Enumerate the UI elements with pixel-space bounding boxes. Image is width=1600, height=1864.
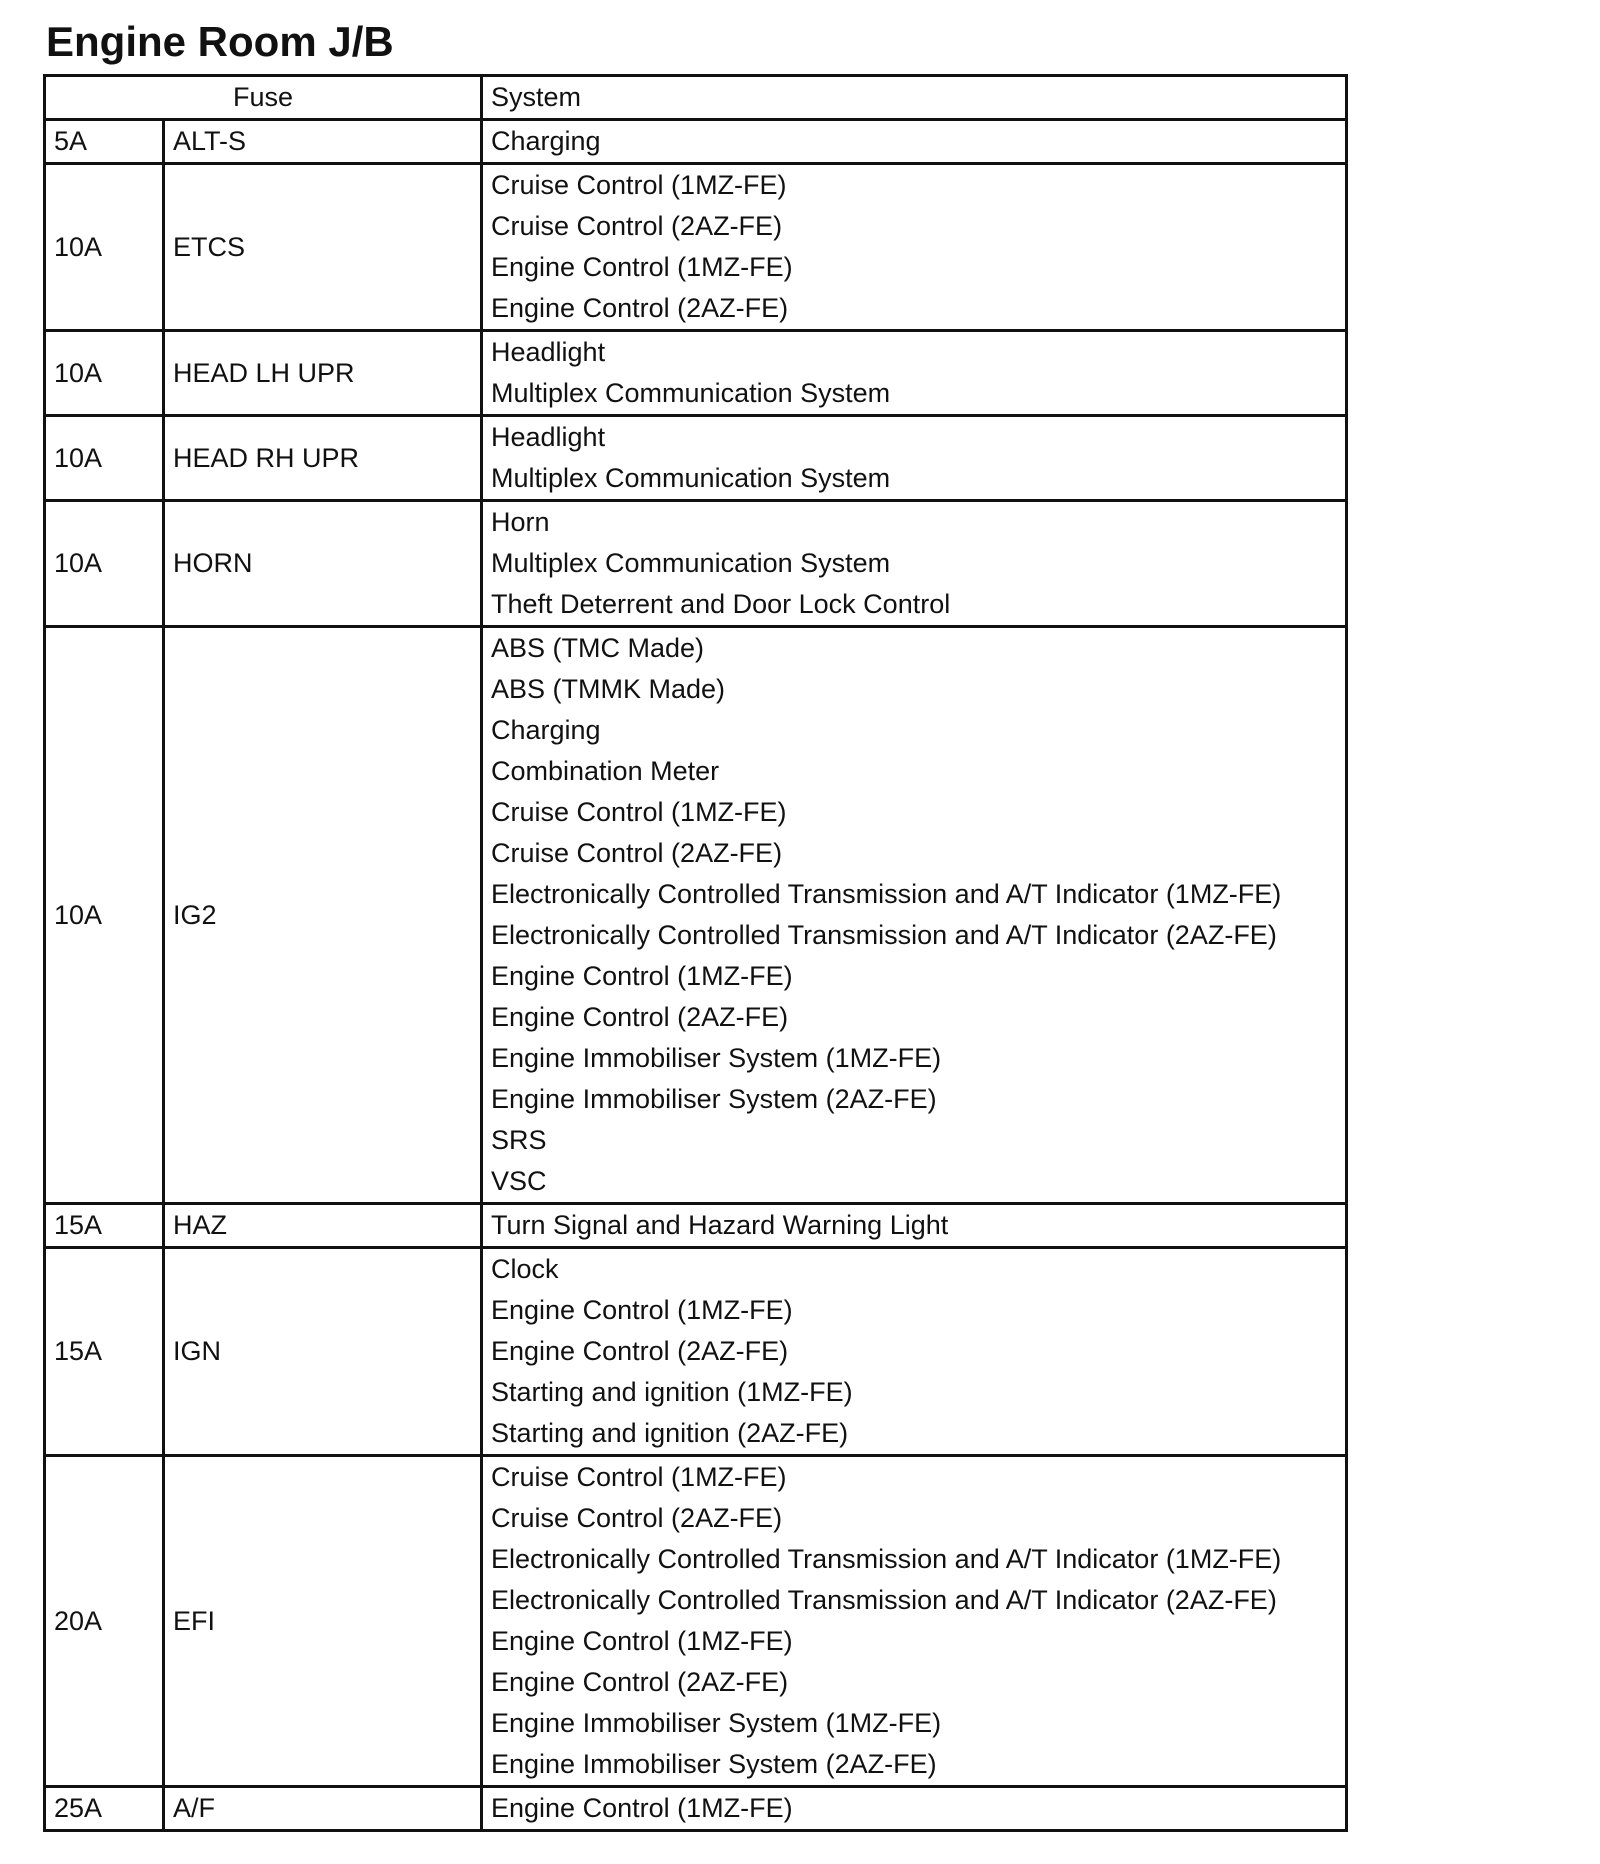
page-title: Engine Room J/B xyxy=(46,18,394,65)
system-item: Engine Control (2AZ-FE) xyxy=(491,293,789,323)
fuse-name-cell: A/F xyxy=(164,1787,482,1831)
fuse-amperage-cell: 25A xyxy=(45,1787,164,1831)
system-item: Cruise Control (1MZ-FE) xyxy=(491,1462,787,1492)
table-row xyxy=(45,627,1347,1204)
system-list-cell xyxy=(482,501,1347,627)
system-list-cell xyxy=(482,416,1347,501)
table-row xyxy=(45,331,1347,416)
system-item: Starting and ignition (2AZ-FE) xyxy=(491,1418,849,1448)
system-list-cell xyxy=(482,120,1347,164)
system-item: Engine Control (1MZ-FE) xyxy=(491,1626,793,1656)
system-item: Electronically Controlled Transmission and A/T Indicator (2AZ-FE) xyxy=(491,920,1277,950)
system-item: Charging xyxy=(491,715,601,745)
system-item: Multiplex Communication System xyxy=(491,463,891,493)
fuse-name-cell: ALT-S xyxy=(164,120,482,164)
system-item: Theft Deterrent and Door Lock Control xyxy=(491,589,951,619)
fuse-table xyxy=(43,74,1348,1832)
system-item: Horn xyxy=(491,507,550,537)
system-item: Engine Control (1MZ-FE) xyxy=(491,1295,793,1325)
system-item: Headlight xyxy=(491,337,606,367)
table-row xyxy=(45,1787,1347,1831)
fuse-name-cell: HORN xyxy=(164,501,482,627)
system-item: ABS (TMMK Made) xyxy=(491,674,726,704)
table-row xyxy=(45,501,1347,627)
table-row xyxy=(45,416,1347,501)
system-list-cell xyxy=(482,627,1347,1204)
fuse-name-cell: IGN xyxy=(164,1248,482,1456)
system-item: Engine Immobiliser System (2AZ-FE) xyxy=(491,1749,937,1779)
fuse-amperage-cell: 10A xyxy=(45,416,164,501)
fuse-amperage-cell: 10A xyxy=(45,627,164,1204)
fuse-amperage-cell: 10A xyxy=(45,164,164,331)
system-column-header: System xyxy=(482,76,1347,120)
system-item: ABS (TMC Made) xyxy=(491,633,705,663)
table-row xyxy=(45,1248,1347,1456)
system-item: Cruise Control (2AZ-FE) xyxy=(491,1503,783,1533)
system-item: Engine Control (2AZ-FE) xyxy=(491,1002,789,1032)
table-header xyxy=(45,76,1347,120)
fuse-column-header: Fuse xyxy=(45,76,482,120)
system-item: Engine Immobiliser System (1MZ-FE) xyxy=(491,1043,942,1073)
system-item: Electronically Controlled Transmission and A/T Indicator (1MZ-FE) xyxy=(491,879,1282,909)
fuse-amperage-cell: 15A xyxy=(45,1248,164,1456)
table-row xyxy=(45,1204,1347,1248)
system-item: Cruise Control (1MZ-FE) xyxy=(491,170,787,200)
system-list-cell xyxy=(482,331,1347,416)
fuse-amperage-cell: 15A xyxy=(45,1204,164,1248)
system-item: Engine Control (2AZ-FE) xyxy=(491,1336,789,1366)
fuse-name-cell: HEAD RH UPR xyxy=(164,416,482,501)
system-item: Cruise Control (1MZ-FE) xyxy=(491,797,787,827)
system-item: Engine Control (1MZ-FE) xyxy=(491,252,793,282)
system-item: VSC xyxy=(491,1166,547,1196)
system-item: Engine Immobiliser System (1MZ-FE) xyxy=(491,1708,942,1738)
system-item: Combination Meter xyxy=(491,756,720,786)
table-row xyxy=(45,164,1347,331)
system-list-cell xyxy=(482,164,1347,331)
system-item: Engine Control (2AZ-FE) xyxy=(491,1667,789,1697)
system-list-cell xyxy=(482,1456,1347,1787)
system-item: Engine Immobiliser System (2AZ-FE) xyxy=(491,1084,937,1114)
system-item: SRS xyxy=(491,1125,547,1155)
fuse-amperage-cell: 10A xyxy=(45,501,164,627)
system-item: Electronically Controlled Transmission and A/T Indicator (2AZ-FE) xyxy=(491,1585,1277,1615)
fuse-name-cell: HEAD LH UPR xyxy=(164,331,482,416)
table-body xyxy=(45,120,1347,1831)
system-list-cell xyxy=(482,1248,1347,1456)
fuse-name-cell: HAZ xyxy=(164,1204,482,1248)
system-item: Turn Signal and Hazard Warning Light xyxy=(491,1210,949,1240)
fuse-name-cell: IG2 xyxy=(164,627,482,1204)
system-item: Multiplex Communication System xyxy=(491,548,891,578)
header-row xyxy=(45,76,1347,120)
system-item: Clock xyxy=(491,1254,559,1284)
system-item: Starting and ignition (1MZ-FE) xyxy=(491,1377,853,1407)
table-row xyxy=(45,120,1347,164)
system-item: Cruise Control (2AZ-FE) xyxy=(491,211,783,241)
system-list-cell xyxy=(482,1787,1347,1831)
system-item: Multiplex Communication System xyxy=(491,378,891,408)
table-row xyxy=(45,1456,1347,1787)
fuse-amperage-cell: 5A xyxy=(45,120,164,164)
fuse-name-cell: ETCS xyxy=(164,164,482,331)
system-item: Engine Control (1MZ-FE) xyxy=(491,961,793,991)
fuse-amperage-cell: 10A xyxy=(45,331,164,416)
system-item: Cruise Control (2AZ-FE) xyxy=(491,838,783,868)
system-item: Headlight xyxy=(491,422,606,452)
system-item: Electronically Controlled Transmission and A/T Indicator (1MZ-FE) xyxy=(491,1544,1282,1574)
fuse-name-cell: EFI xyxy=(164,1456,482,1787)
system-item: Engine Control (1MZ-FE) xyxy=(491,1793,793,1823)
system-item: Charging xyxy=(491,126,601,156)
fuse-amperage-cell: 20A xyxy=(45,1456,164,1787)
system-list-cell xyxy=(482,1204,1347,1248)
